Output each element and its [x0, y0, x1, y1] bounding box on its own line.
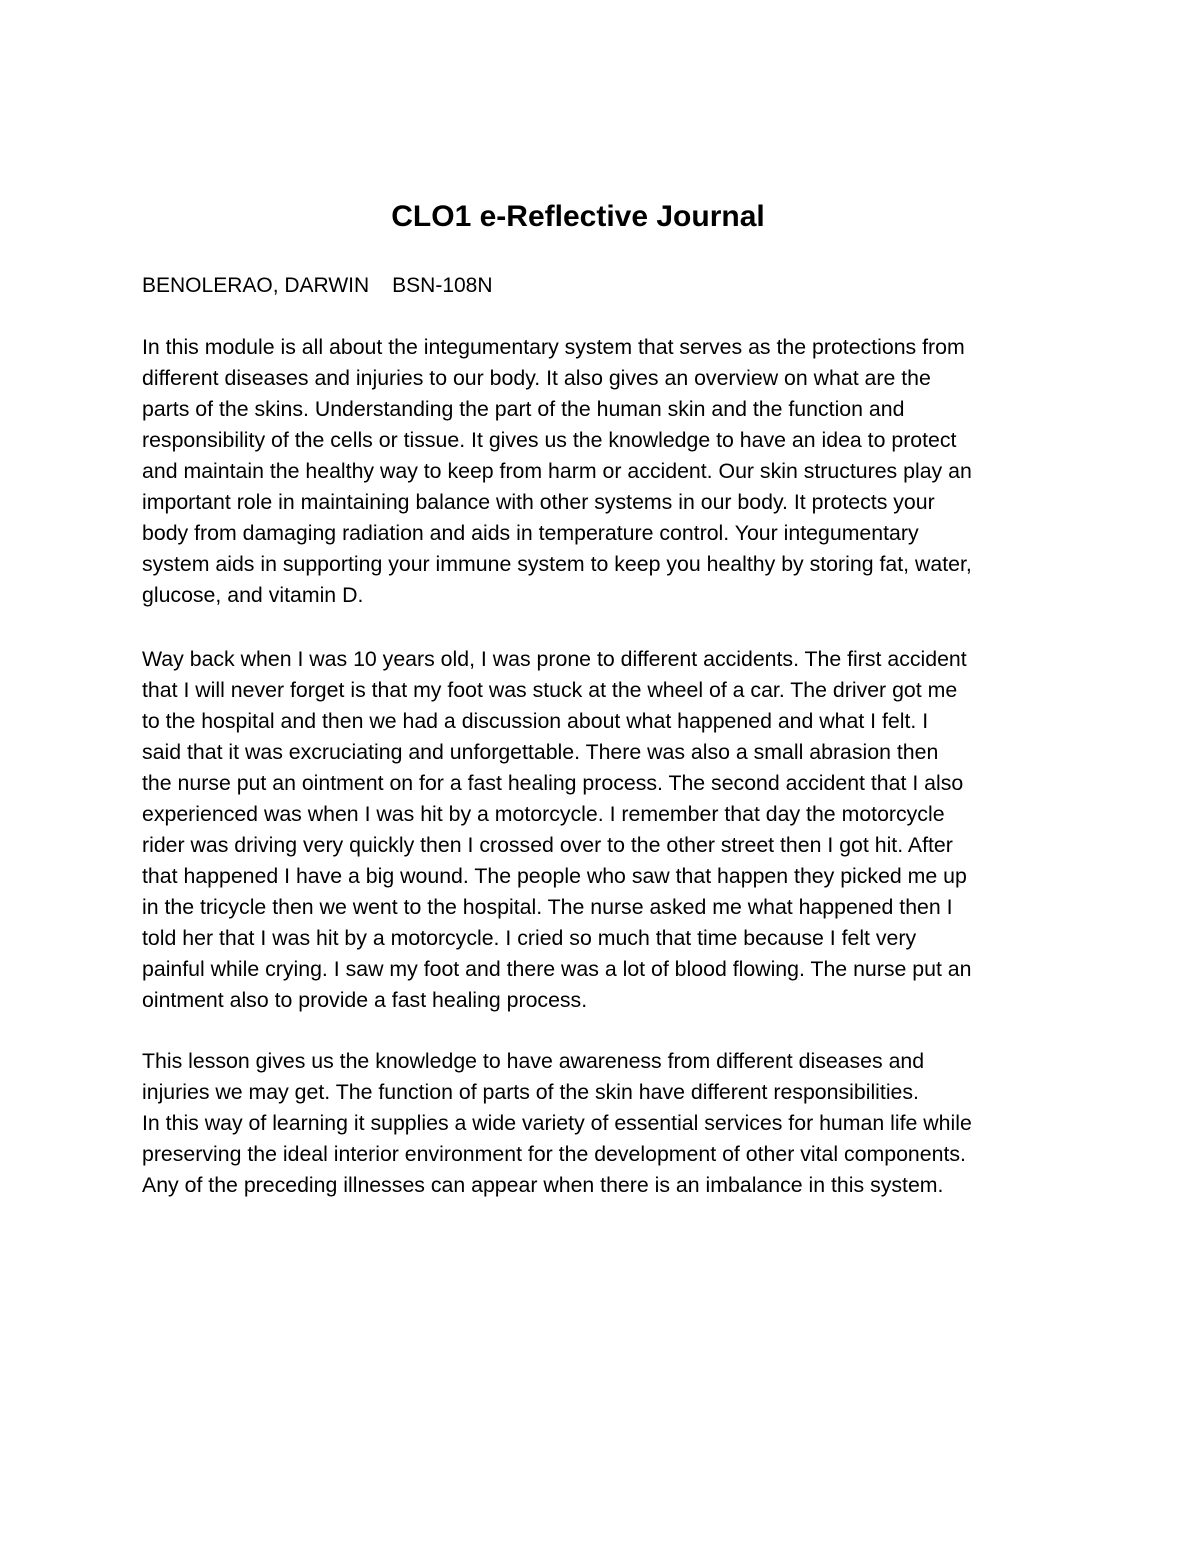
paragraph-line: different diseases and injuries to our body. It also gives an overview on what are the: [142, 366, 931, 390]
paragraph-line: glucose, and vitamin D.: [142, 583, 364, 607]
paragraph-line: In this module is all about the integumentary system that serves as the protections from: [142, 335, 965, 359]
paragraph-line: parts of the skins. Understanding the part of the human skin and the function and: [142, 397, 905, 421]
paragraph-line: and maintain the healthy way to keep from harm or accident. Our skin structures play an: [142, 459, 972, 483]
paragraph-line: body from damaging radiation and aids in temperature control. Your integumentary: [142, 521, 919, 545]
paragraph-line: ointment also to provide a fast healing process.: [142, 988, 588, 1012]
paragraph-line: said that it was excruciating and unforgettable. There was also a small abrasion then: [142, 740, 939, 764]
paragraph-line: In this way of learning it supplies a wide variety of essential services for human life while: [142, 1111, 972, 1135]
paragraph-line: in the tricycle then we went to the hospital. The nurse asked me what happened then I: [142, 895, 953, 919]
author-name: BENOLERAO, DARWIN: [142, 274, 370, 297]
paragraph-line: told her that I was hit by a motorcycle. I cried so much that time because I felt very: [142, 926, 917, 950]
paragraph-line: experienced was when I was hit by a motorcycle. I remember that day the motorcycle: [142, 802, 945, 826]
paragraph-line: the nurse put an ointment on for a fast healing process. The second accident that I also: [142, 771, 964, 795]
paragraph-line: system aids in supporting your immune system to keep you healthy by storing fat, water,: [142, 552, 972, 576]
paragraph-line: important role in maintaining balance with other systems in our body. It protects your: [142, 490, 935, 514]
paragraph-line: responsibility of the cells or tissue. It gives us the knowledge to have an idea to protect: [142, 428, 957, 452]
paragraph-line: This lesson gives us the knowledge to have awareness from different diseases and: [142, 1049, 925, 1073]
paragraph-line: injuries we may get. The function of parts of the skin have different responsibilities.: [142, 1080, 919, 1104]
document-title: CLO1 e-Reflective Journal: [391, 200, 765, 233]
paragraph-line: rider was driving very quickly then I crossed over to the other street then I got hit. After: [142, 833, 953, 857]
paragraph-line: to the hospital and then we had a discussion about what happened and what I felt. I: [142, 709, 929, 733]
paragraph-line: Any of the preceding illnesses can appear when there is an imbalance in this system.: [142, 1173, 944, 1197]
paragraph-3: [142, 1046, 1072, 1201]
paragraph-line: preserving the ideal interior environment for the development of other vital components.: [142, 1142, 966, 1166]
paragraph-line: painful while crying. I saw my foot and there was a lot of blood flowing. The nurse put an: [142, 957, 972, 981]
paragraph-2: [142, 644, 1072, 1016]
paragraph-1: [142, 332, 1072, 611]
author-section: BSN-108N: [392, 274, 493, 297]
author-line: [142, 270, 493, 301]
paragraph-line: Way back when I was 10 years old, I was prone to different accidents. The first accident: [142, 647, 967, 671]
paragraph-line: that I will never forget is that my foot was stuck at the wheel of a car. The driver got me: [142, 678, 958, 702]
paragraph-line: that happened I have a big wound. The people who saw that happen they picked me up: [142, 864, 967, 888]
